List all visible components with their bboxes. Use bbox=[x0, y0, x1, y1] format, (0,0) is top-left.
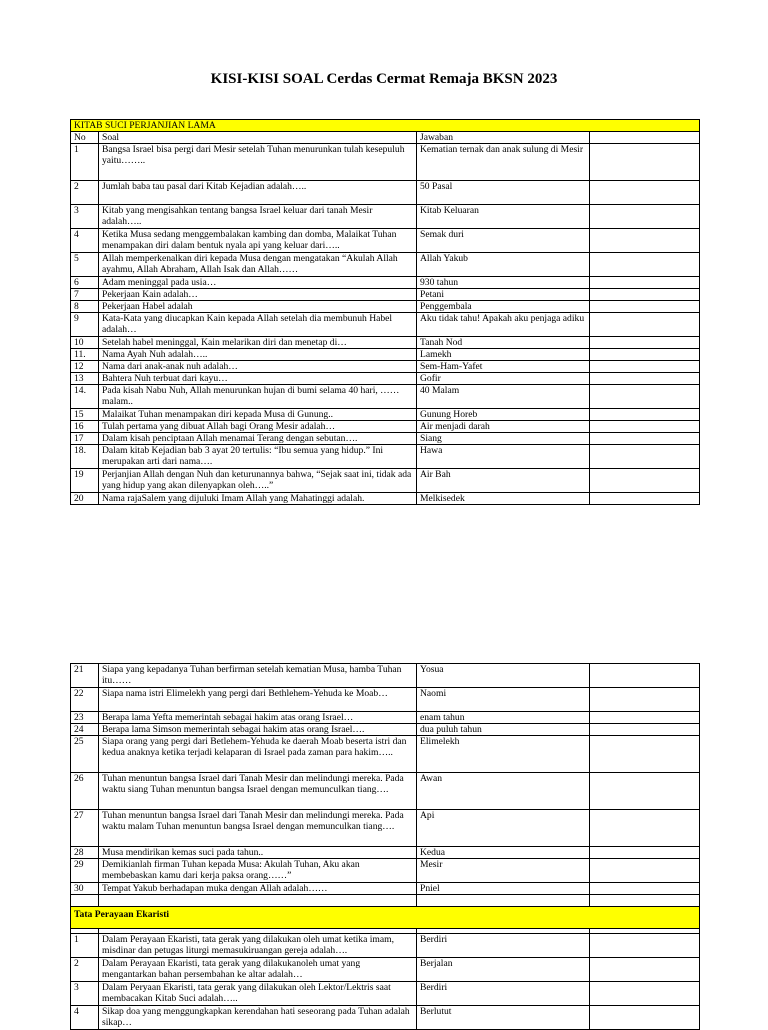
answer-text: Petani bbox=[417, 289, 590, 301]
answer-text: Penggembala bbox=[417, 301, 590, 313]
question-text: Bahtera Nuh terbuat dari kayu… bbox=[99, 373, 417, 385]
question-text: Ketika Musa sedang menggembalakan kambing dan domba, Malaikat Tuhan menampakan diri dalam bentuk nyala api yang keluar dari….. bbox=[99, 229, 417, 253]
table-row bbox=[71, 385, 700, 409]
empty-cell bbox=[590, 337, 700, 349]
table-row bbox=[71, 433, 700, 445]
section-heading-ekaristi-label: Tata Perayaan Ekaristi bbox=[71, 907, 700, 929]
question-number: 24 bbox=[71, 724, 99, 736]
question-number: 11. bbox=[71, 349, 99, 361]
answer-text: dua puluh tahun bbox=[417, 724, 590, 736]
empty-cell bbox=[417, 895, 590, 907]
question-number: 19 bbox=[71, 469, 99, 493]
table-row bbox=[71, 736, 700, 773]
answer-text: Air Bah bbox=[417, 469, 590, 493]
empty-cell bbox=[590, 361, 700, 373]
answer-text: Hawa bbox=[417, 445, 590, 469]
question-number: 5 bbox=[71, 253, 99, 277]
question-text: Demikianlah firman Tuhan kepada Musa: Akulah Tuhan, Aku akan membebaskan kamu dari kerja paksa orang……” bbox=[99, 859, 417, 883]
answer-text: 40 Malam bbox=[417, 385, 590, 409]
table-row bbox=[71, 289, 700, 301]
question-number: 21 bbox=[71, 664, 99, 688]
table-row bbox=[71, 349, 700, 361]
question-number: 25 bbox=[71, 736, 99, 773]
section-heading bbox=[71, 120, 700, 132]
question-text: Pada kisah Nabu Nuh, Allah menurunkan hujan di bumi selama 40 hari, ……malam.. bbox=[99, 385, 417, 409]
question-text: Dalam Perayaan Ekaristi, tata gerak yang dilakukanoleh umat yang mengantarkan bahan persembahan ke altar adalah… bbox=[99, 958, 417, 982]
answer-text: Pniel bbox=[417, 883, 590, 895]
empty-cell bbox=[590, 982, 700, 1006]
table-row bbox=[71, 144, 700, 181]
question-text: Sikap doa yang menggungkapkan kerendahan hati seseorang pada Tuhan adalah sikap… bbox=[99, 1006, 417, 1030]
empty-cell bbox=[590, 688, 700, 712]
table-row bbox=[71, 205, 700, 229]
question-number: 23 bbox=[71, 712, 99, 724]
table-row bbox=[71, 664, 700, 688]
answer-text: Elimelekh bbox=[417, 736, 590, 773]
empty-cell bbox=[590, 469, 700, 493]
question-number: 13 bbox=[71, 373, 99, 385]
question-text: Nama dari anak-anak nuh adalah… bbox=[99, 361, 417, 373]
question-number: 4 bbox=[71, 1006, 99, 1030]
empty-cell bbox=[590, 445, 700, 469]
section-heading-label: KITAB SUCI PERJANJIAN LAMA bbox=[71, 120, 700, 132]
question-text: Tuhan menuntun bangsa Israel dari Tanah Mesir dan melindungi mereka. Pada waktu malam Tuhan menuntun bangsa Israel dengan memunculkan tiang…. bbox=[99, 810, 417, 847]
empty-cell bbox=[590, 958, 700, 982]
question-number: 6 bbox=[71, 277, 99, 289]
empty-cell bbox=[590, 810, 700, 847]
question-text: Allah memperkenalkan diri kepada Musa dengan mengatakan “Akulah Allah ayahmu, Allah Abraham, Allah Isak dan Allah…… bbox=[99, 253, 417, 277]
empty-cell bbox=[590, 664, 700, 688]
table-row bbox=[71, 859, 700, 883]
answer-text: Aku tidak tahu! Apakah aku penjaga adiku bbox=[417, 313, 590, 337]
header-soal: Soal bbox=[99, 132, 417, 144]
empty-cell bbox=[590, 493, 700, 505]
question-text: Dalam Perayaan Ekaristi, tata gerak yang dilakukan oleh umat ketika imam, misdinar dan petugas liturgi memasukiruangan gereja adalah…. bbox=[99, 934, 417, 958]
question-text: Siapa nama istri Elimelekh yang pergi dari Bethlehem-Yehuda ke Moab… bbox=[99, 688, 417, 712]
table-row bbox=[71, 373, 700, 385]
answer-text: Kematian ternak dan anak sulung di Mesir bbox=[417, 144, 590, 181]
table-row bbox=[71, 773, 700, 810]
table-row bbox=[71, 982, 700, 1006]
question-text: Berapa lama Yefta memerintah sebagai hakim atas orang Israel… bbox=[99, 712, 417, 724]
question-number: 30 bbox=[71, 883, 99, 895]
answer-text: Awan bbox=[417, 773, 590, 810]
answer-text: Kitab Keluaran bbox=[417, 205, 590, 229]
table-row bbox=[71, 493, 700, 505]
empty-cell bbox=[590, 229, 700, 253]
empty-cell bbox=[590, 1006, 700, 1030]
table-row bbox=[71, 313, 700, 337]
answer-text: enam tahun bbox=[417, 712, 590, 724]
spacer-row bbox=[71, 895, 700, 907]
table-row bbox=[71, 337, 700, 349]
table-row bbox=[71, 724, 700, 736]
answer-text: Naomi bbox=[417, 688, 590, 712]
empty-cell bbox=[590, 433, 700, 445]
question-text: Tempat Yakub berhadapan muka dengan Allah adalah…… bbox=[99, 883, 417, 895]
table-row bbox=[71, 301, 700, 313]
empty-cell bbox=[590, 373, 700, 385]
question-text: Kata-Kata yang diucapkan Kain kepada Allah setelah dia membunuh Habel adalah… bbox=[99, 313, 417, 337]
table-row bbox=[71, 409, 700, 421]
empty-cell bbox=[590, 712, 700, 724]
empty-cell bbox=[590, 349, 700, 361]
empty-cell bbox=[590, 205, 700, 229]
table-row bbox=[71, 883, 700, 895]
question-number: 20 bbox=[71, 493, 99, 505]
question-number: 17 bbox=[71, 433, 99, 445]
table-row bbox=[71, 1006, 700, 1030]
answer-text: Berdiri bbox=[417, 934, 590, 958]
question-number: 29 bbox=[71, 859, 99, 883]
table-row bbox=[71, 445, 700, 469]
question-number: 9 bbox=[71, 313, 99, 337]
answer-text: Kedua bbox=[417, 847, 590, 859]
answer-text: Api bbox=[417, 810, 590, 847]
answer-text: Yosua bbox=[417, 664, 590, 688]
empty-cell bbox=[590, 409, 700, 421]
question-number: 12 bbox=[71, 361, 99, 373]
table-row bbox=[71, 421, 700, 433]
question-number: 2 bbox=[71, 181, 99, 205]
table-row bbox=[71, 688, 700, 712]
question-number: 3 bbox=[71, 205, 99, 229]
empty-cell bbox=[590, 895, 700, 907]
answer-text: Tanah Nod bbox=[417, 337, 590, 349]
table-row bbox=[71, 229, 700, 253]
answer-text: Lamekh bbox=[417, 349, 590, 361]
empty-cell bbox=[590, 934, 700, 958]
answer-text: Berjalan bbox=[417, 958, 590, 982]
answer-text: Gunung Horeb bbox=[417, 409, 590, 421]
question-number: 16 bbox=[71, 421, 99, 433]
question-text: Dalam Peryaan Ekaristi, tata gerak yang dilakukan oleh Lektor/Lektris saat membacakan Kitab Suci adalah….. bbox=[99, 982, 417, 1006]
table-row bbox=[71, 277, 700, 289]
question-number: 7 bbox=[71, 289, 99, 301]
table-row bbox=[71, 810, 700, 847]
answer-text: 930 tahun bbox=[417, 277, 590, 289]
question-text: Bangsa Israel bisa pergi dari Mesir setelah Tuhan menurunkan tulah kesepuluh yaitu…….. bbox=[99, 144, 417, 181]
question-number: 3 bbox=[71, 982, 99, 1006]
answer-text: Mesir bbox=[417, 859, 590, 883]
empty-cell bbox=[99, 895, 417, 907]
old-testament-table bbox=[70, 119, 700, 505]
table-row bbox=[71, 361, 700, 373]
empty-cell bbox=[590, 385, 700, 409]
question-text: Setelah habel meninggal, Kain melarikan diri dan menetap di… bbox=[99, 337, 417, 349]
table-row bbox=[71, 469, 700, 493]
question-text: Nama rajaSalem yang dijuluki Imam Allah yang Mahatinggi adalah. bbox=[99, 493, 417, 505]
question-text: Pekerjaan Habel adalah bbox=[99, 301, 417, 313]
empty-cell bbox=[590, 859, 700, 883]
header-jawaban: Jawaban bbox=[417, 132, 590, 144]
answer-text: Siang bbox=[417, 433, 590, 445]
answer-text: Sem-Ham-Yafet bbox=[417, 361, 590, 373]
question-number: 10 bbox=[71, 337, 99, 349]
answer-text: Gofir bbox=[417, 373, 590, 385]
table-row bbox=[71, 181, 700, 205]
empty-cell bbox=[590, 883, 700, 895]
question-number: 4 bbox=[71, 229, 99, 253]
answer-text: Allah Yakub bbox=[417, 253, 590, 277]
table-row bbox=[71, 253, 700, 277]
question-text: Dalam kisah penciptaan Allah menamai Terang dengan sebutan…. bbox=[99, 433, 417, 445]
question-text: Siapa yang kepadanya Tuhan berfirman setelah kematian Musa, hamba Tuhan itu…… bbox=[99, 664, 417, 688]
question-number: 2 bbox=[71, 958, 99, 982]
table-header-row bbox=[71, 132, 700, 144]
empty-cell bbox=[590, 421, 700, 433]
question-text: Musa mendirikan kemas suci pada tahun.. bbox=[99, 847, 417, 859]
empty-cell bbox=[590, 253, 700, 277]
empty-cell bbox=[590, 277, 700, 289]
empty-cell bbox=[590, 132, 700, 144]
header-no: No bbox=[71, 132, 99, 144]
table-row bbox=[71, 958, 700, 982]
question-number: 8 bbox=[71, 301, 99, 313]
section-heading-ekaristi bbox=[71, 907, 700, 929]
answer-text: Semak duri bbox=[417, 229, 590, 253]
question-number: 1 bbox=[71, 934, 99, 958]
question-number: 14. bbox=[71, 385, 99, 409]
answer-text: Berdiri bbox=[417, 982, 590, 1006]
empty-cell bbox=[590, 289, 700, 301]
question-text: Siapa orang yang pergi dari Betlehem-Yehuda ke daerah Moab beserta istri dan kedua anaknya ketika terjadi kelaparan di Israel pada zaman para hakim….. bbox=[99, 736, 417, 773]
question-number: 22 bbox=[71, 688, 99, 712]
empty-cell bbox=[590, 313, 700, 337]
empty-cell bbox=[590, 144, 700, 181]
answer-text: Melkisedek bbox=[417, 493, 590, 505]
answer-text: Berlutut bbox=[417, 1006, 590, 1030]
question-text: Pekerjaan Kain adalah… bbox=[99, 289, 417, 301]
question-number: 27 bbox=[71, 810, 99, 847]
question-number: 18. bbox=[71, 445, 99, 469]
empty-cell bbox=[590, 181, 700, 205]
question-text: Dalam kitab Kejadian bab 3 ayat 20 tertulis: “Ibu semua yang hidup.” Ini merupakan arti dari nama…. bbox=[99, 445, 417, 469]
question-number: 26 bbox=[71, 773, 99, 810]
empty-cell bbox=[590, 736, 700, 773]
question-text: Tulah pertama yang dibuat Allah bagi Orang Mesir adalah… bbox=[99, 421, 417, 433]
question-text: Jumlah baba tau pasal dari Kitab Kejadian adalah….. bbox=[99, 181, 417, 205]
question-text: Perjanjian Allah dengan Nuh dan keturunannya bahwa, “Sejak saat ini, tidak ada yang hidup yang akan dilenyapkan oleh…..” bbox=[99, 469, 417, 493]
question-text: Nama Ayah Nuh adalah….. bbox=[99, 349, 417, 361]
table-row bbox=[71, 712, 700, 724]
empty-cell bbox=[590, 724, 700, 736]
question-text: Malaikat Tuhan menampakan diri kepada Musa di Gunung.. bbox=[99, 409, 417, 421]
question-number: 1 bbox=[71, 144, 99, 181]
empty-cell bbox=[590, 773, 700, 810]
continued-table bbox=[70, 663, 700, 1030]
question-text: Kitab yang mengisahkan tentang bangsa Israel keluar dari tanah Mesir adalah….. bbox=[99, 205, 417, 229]
question-text: Berapa lama Simson memerintah sebagai hakim atas orang Israel…. bbox=[99, 724, 417, 736]
table-row bbox=[71, 934, 700, 958]
empty-cell bbox=[590, 847, 700, 859]
table-row bbox=[71, 847, 700, 859]
question-number: 28 bbox=[71, 847, 99, 859]
question-number: 15 bbox=[71, 409, 99, 421]
question-text: Tuhan menuntun bangsa Israel dari Tanah Mesir dan melindungi mereka. Pada waktu siang Tuhan menuntun bangsa Israel dengan memunculkan tiang…. bbox=[99, 773, 417, 810]
answer-text: 50 Pasal bbox=[417, 181, 590, 205]
question-text: Adam meninggal pada usia… bbox=[99, 277, 417, 289]
empty-cell bbox=[590, 301, 700, 313]
answer-text: Air menjadi darah bbox=[417, 421, 590, 433]
empty-cell bbox=[71, 895, 99, 907]
page-title: KISI-KISI SOAL Cerdas Cermat Remaja BKSN 2023 bbox=[210, 71, 558, 87]
